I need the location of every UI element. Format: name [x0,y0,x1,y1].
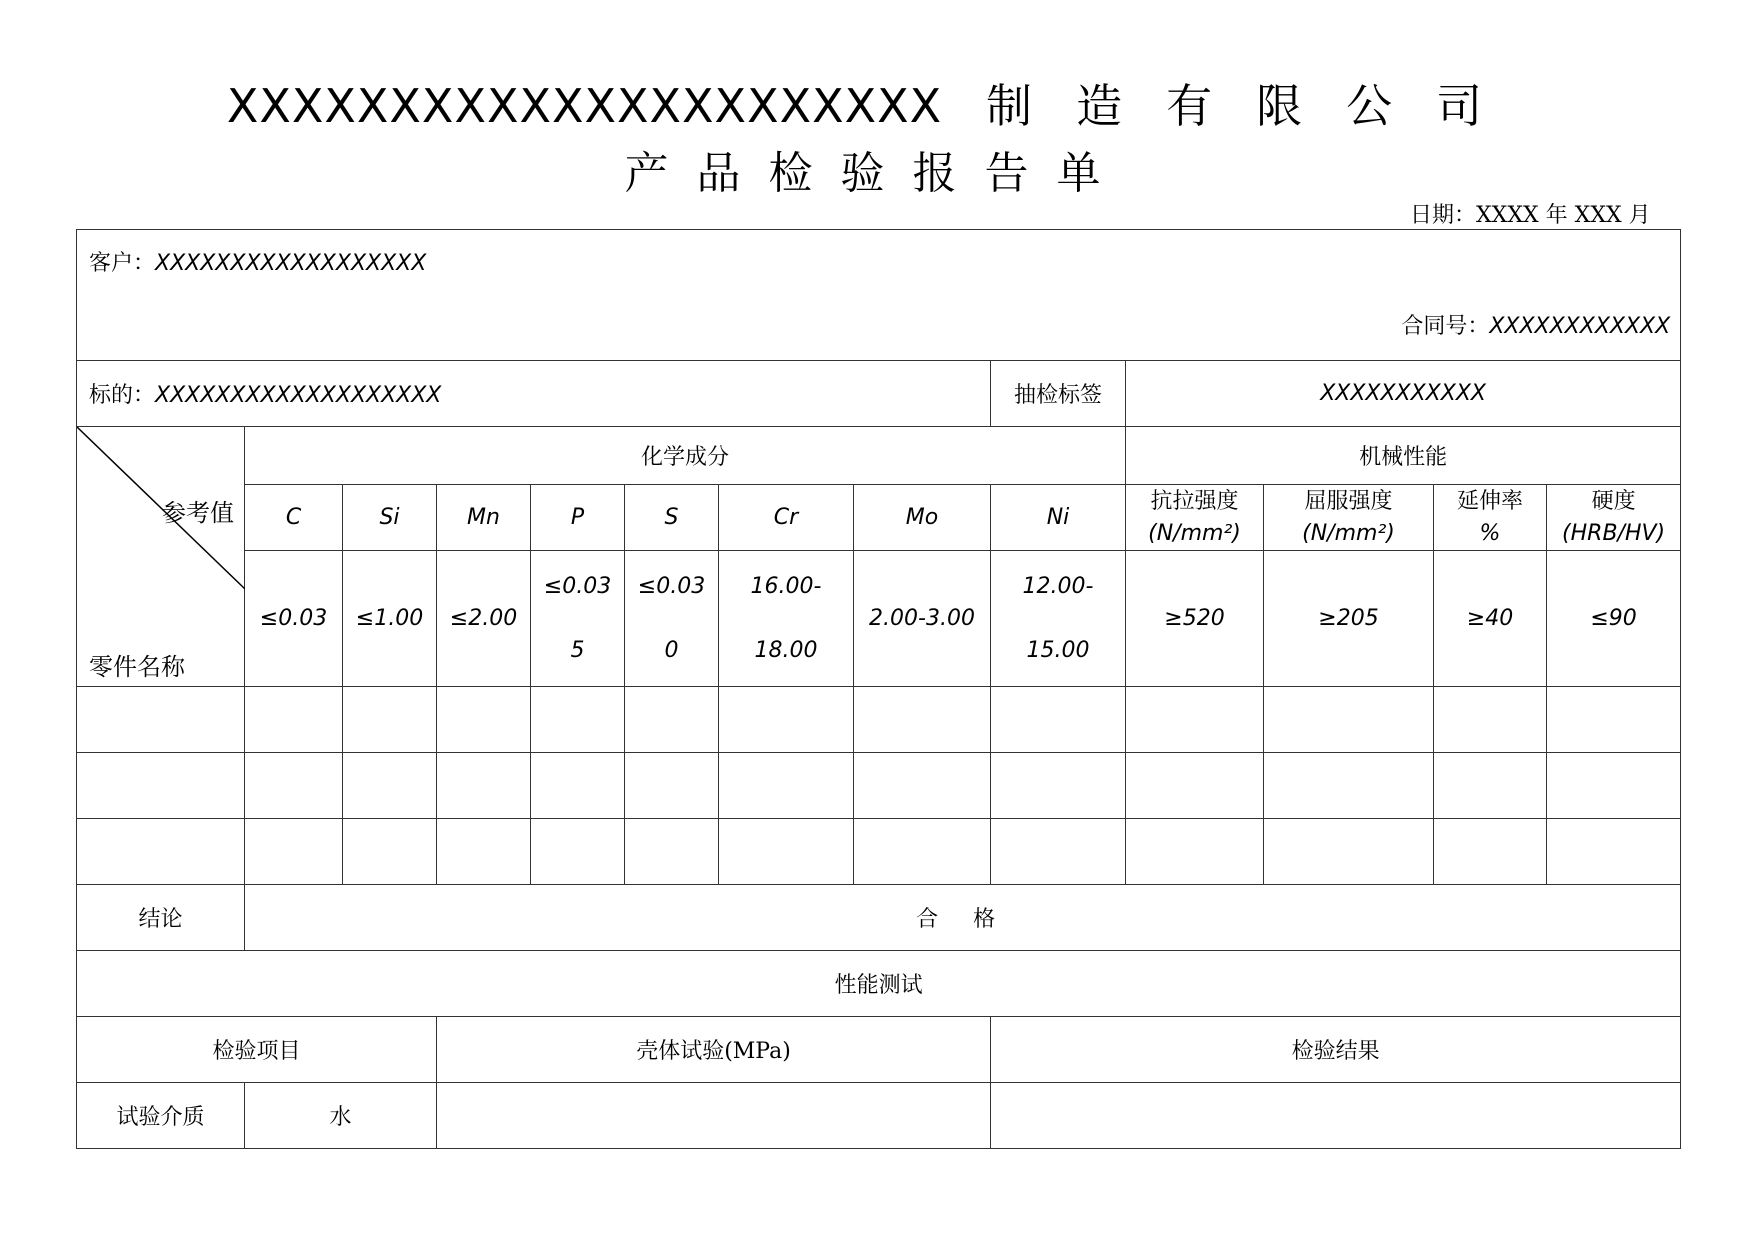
spec-cr [719,551,854,687]
spec-line: 12.00- [1022,573,1094,599]
customer-label: 客户： [89,251,156,276]
element-header-s: S [625,485,719,551]
date-value: XXXX 年 XXX 月 [1476,203,1651,228]
table-cell[interactable] [437,753,531,819]
element-header-c: C [245,485,343,551]
mech-unit: (N/mm²) [1148,520,1241,546]
table-row [77,819,1681,885]
spec-mo [854,551,991,687]
element-header-ni: Ni [991,485,1126,551]
table-cell[interactable] [991,819,1126,885]
spec-ni [991,551,1126,687]
mech-group-header: 机械性能 [1126,427,1681,485]
spec-s [625,551,719,687]
contract-value: XXXXXXXXXXXX [1489,314,1671,339]
element-header-mn: Mn [437,485,531,551]
mech-header-elongation [1434,485,1547,551]
shell-test-label: 壳体试验(MPa) [636,1039,791,1064]
table-cell[interactable] [245,687,343,753]
table-cell[interactable] [1434,687,1547,753]
spec-line: ≤2.00 [449,605,518,631]
mech-header-yield [1264,485,1434,551]
spec-line: 2.00-3.00 [869,605,975,631]
table-cell[interactable] [531,687,625,753]
subject-cell [77,361,991,427]
conclusion-value: 合 格 [245,885,1681,951]
table-cell[interactable] [531,819,625,885]
table-cell[interactable] [719,819,854,885]
spec-line: 15.00 [1026,637,1090,663]
mech-name: 屈服强度 [1304,488,1393,514]
table-cell[interactable] [1126,687,1264,753]
spec-line: ≤90 [1590,605,1637,631]
table-cell[interactable] [1547,687,1681,753]
date-label: 日期： [1410,203,1477,228]
chem-group-header: 化学成分 [245,427,1126,485]
spec-line: ≤1.00 [355,605,424,631]
inspection-result-value[interactable] [991,1083,1681,1149]
customer-cell [77,230,1681,361]
shell-test-header [437,1017,991,1083]
element-header-cr: Cr [719,485,854,551]
element-header-mo: Mo [854,485,991,551]
contract-line [1401,309,1670,340]
table-cell[interactable] [625,819,719,885]
customer-line [89,246,426,277]
table-cell[interactable] [343,819,437,885]
customer-value: XXXXXXXXXXXXXXXXXX [155,251,427,276]
mech-unit: % [1479,520,1501,546]
company-name-x: XXXXXXXXXXXXXXXXXXXXXX [226,79,943,133]
spec-line: ≥520 [1164,605,1225,631]
table-cell[interactable] [77,819,245,885]
spec-mn [437,551,531,687]
table-cell[interactable] [719,753,854,819]
spec-line: ≤0.03 [637,573,706,599]
shell-test-value[interactable] [437,1083,991,1149]
table-cell[interactable] [77,753,245,819]
table-cell[interactable] [245,819,343,885]
table-cell[interactable] [1434,753,1547,819]
mech-header-hardness [1547,485,1681,551]
company-name-cn: 制造有限公司 [986,79,1527,133]
inspection-item-header: 检验项目 [77,1017,437,1083]
table-cell[interactable] [531,753,625,819]
mech-name: 抗拉强度 [1150,488,1239,514]
table-cell[interactable] [854,819,991,885]
table-cell[interactable] [437,819,531,885]
mech-unit: (HRB/HV) [1562,520,1666,546]
table-cell[interactable] [245,753,343,819]
spec-line: ≤0.03 [259,605,328,631]
table-cell[interactable] [1264,819,1434,885]
contract-label: 合同号： [1401,314,1490,339]
report-table [76,229,1681,1149]
performance-title: 性能测试 [77,951,1681,1017]
report-title: 产品检验报告单 [624,148,1129,199]
table-row [77,753,1681,819]
spec-p [531,551,625,687]
table-cell[interactable] [437,687,531,753]
table-cell[interactable] [1547,753,1681,819]
table-cell[interactable] [625,753,719,819]
table-cell[interactable] [1264,687,1434,753]
table-cell[interactable] [1434,819,1547,885]
table-cell[interactable] [77,687,245,753]
table-cell[interactable] [854,753,991,819]
part-name-label: 零件名称 [89,653,185,681]
element-header-si: Si [343,485,437,551]
date-line [1410,198,1651,229]
mech-header-tensile [1126,485,1264,551]
table-cell[interactable] [343,753,437,819]
table-cell[interactable] [854,687,991,753]
spec-yield [1264,551,1434,687]
mech-unit: (N/mm²) [1302,520,1395,546]
reference-value-label: 参考值 [162,499,234,527]
table-cell[interactable] [1126,753,1264,819]
table-row [77,687,1681,753]
element-header-p: P [531,485,625,551]
table-cell[interactable] [1264,753,1434,819]
table-cell[interactable] [719,687,854,753]
spec-hardness [1547,551,1681,687]
subject-label: 标的： [89,383,156,408]
spec-line: 18.00 [754,637,818,663]
spec-line: ≤0.03 [543,573,612,599]
table-cell[interactable] [991,687,1126,753]
table-cell[interactable] [1126,819,1264,885]
spec-elongation [1434,551,1547,687]
conclusion-label: 结论 [77,885,245,951]
sampling-value: XXXXXXXXXXX [1126,361,1681,427]
spec-line: 16.00- [750,573,822,599]
spec-c [245,551,343,687]
table-cell[interactable] [625,687,719,753]
table-cell[interactable] [1547,819,1681,885]
sampling-label: 抽检标签 [991,361,1126,427]
subject-value: XXXXXXXXXXXXXXXXXXX [155,383,442,408]
spec-line: 0 [664,637,679,663]
spec-line: ≥205 [1318,605,1379,631]
table-cell[interactable] [343,687,437,753]
diagonal-header-cell [77,427,245,687]
company-title [0,70,1753,136]
spec-tensile [1126,551,1264,687]
table-cell[interactable] [991,753,1126,819]
inspection-result-header: 检验结果 [991,1017,1681,1083]
spec-line: ≥40 [1466,605,1514,631]
mech-name: 延伸率 [1456,488,1523,514]
test-medium-label: 试验介质 [77,1083,245,1149]
spec-si [343,551,437,687]
spec-line: 5 [570,637,585,663]
mech-name: 硬度 [1591,488,1636,514]
test-medium-value: 水 [245,1083,437,1149]
